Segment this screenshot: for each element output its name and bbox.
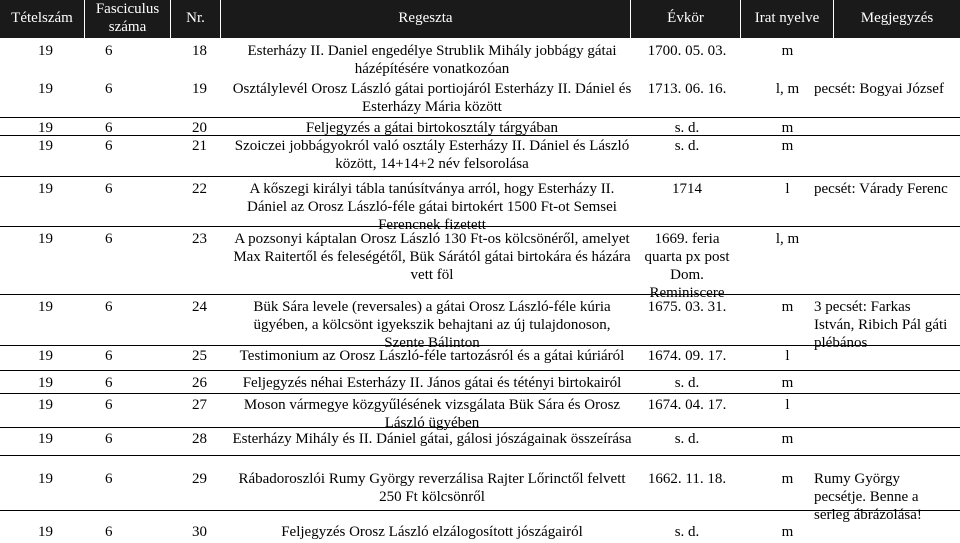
cell-evkor [632,430,742,448]
cell-fasciculus: 6 [105,181,113,197]
evkor-line: 1714 [672,181,702,197]
cell-irat-nyelve: l [785,348,790,364]
megjegyzes-line: 3 pecsét: Farkas [814,299,911,315]
cell-irat-nyelve: m [781,138,794,154]
cell-nr: 24 [192,299,207,315]
cell-irat-nyelve: l [785,397,790,413]
row-separator [0,370,960,371]
megjegyzes-line: István, Ribich Pál gáti [814,317,948,333]
cell-evkor [632,298,742,316]
regeszta-line: Bük Sára levele (reversales) a gátai Orosz László-féle kúria [253,299,611,315]
cell-regeszta [232,347,632,365]
cell-tetelszam: 19 [38,299,53,315]
cell-evkor [632,470,742,488]
cell-nr: 30 [192,524,207,540]
cell-evkor [632,396,742,414]
cell-nr: 19 [192,81,207,97]
cell-fasciculus: 6 [105,120,113,136]
regeszta-line: Dániel az Orosz László-féle gátai birtokért 1500 Ft-ot Semsei [247,199,617,215]
cell-nr: 27 [192,397,207,413]
header-tetelszam: Tételszám [0,0,85,38]
evkor-line: 1674. 04. 17. [647,397,727,413]
cell-regeszta [232,298,632,352]
cell-fasciculus: 6 [105,299,113,315]
cell-irat-nyelve: m [781,43,794,59]
evkor-line: 1700. 05. 03. [647,43,727,59]
megjegyzes-line: serleg ábrázolása! [814,507,922,523]
row-separator [0,455,960,456]
regeszta-line: Moson vármegye közgyűlésének vizsgálata Bük Sára és Orosz [243,397,621,413]
cell-nr: 18 [192,43,207,59]
header-fasciculus-line2: száma [108,19,147,35]
cell-regeszta [232,374,632,392]
header-fasciculus [85,0,171,38]
regeszta-line: Szente Bálinton [384,335,480,351]
regeszta-line: Rábadoroszlói Rumy György reverzálisa Rajter Lőrinctől felvett [238,471,626,487]
cell-evkor [632,137,742,155]
cell-megjegyzes [814,180,960,198]
cell-irat-nyelve: l [785,181,790,197]
evkor-line: 1674. 09. 17. [647,348,727,364]
cell-irat-nyelve: m [781,524,794,540]
cell-evkor [632,180,742,198]
cell-fasciculus: 6 [105,81,113,97]
header-evkor: Évkör [631,0,741,38]
cell-regeszta [232,396,632,432]
cell-fasciculus: 6 [105,348,113,364]
header-irat-nyelve: Irat nyelve [741,0,834,38]
cell-tetelszam: 19 [38,231,53,247]
regeszta-line: Feljegyzés néhai Esterházy II. János gátai és tétényi birtokairól [242,375,622,391]
regeszta-line: Max Raitertől és feleségétől, Bük Sárától gátai birtokára és házára [233,249,631,265]
regeszta-line: Esterházy Mihály és II. Dániel gátai, gálosi jószágainak összeírása [232,431,632,447]
evkor-line: s. d. [674,524,700,540]
cell-irat-nyelve: m [781,120,794,136]
cell-nr: 29 [192,471,207,487]
regeszta-line: Ferencnek fizetett [378,217,486,233]
cell-nr: 26 [192,375,207,391]
cell-irat-nyelve: l, m [775,81,800,97]
evkor-line: 1662. 11. 18. [647,471,727,487]
cell-nr: 23 [192,231,207,247]
cell-evkor [632,374,742,392]
evkor-line: s. d. [674,138,700,154]
table-header [0,0,960,38]
cell-tetelszam: 19 [38,43,53,59]
header-fasciculus-line1: Fasciculus [95,1,160,17]
regeszta-line: A kőszegi királyi tábla tanúsítványa arról, hogy Esterházy II. [249,181,615,197]
megjegyzes-line: pecsét: Várady Ferenc [814,181,948,197]
cell-tetelszam: 19 [38,397,53,413]
cell-evkor [632,80,742,98]
evkor-line: s. d. [674,431,700,447]
cell-evkor [632,523,742,541]
cell-irat-nyelve: m [781,431,794,447]
regeszta-line: Testimonium az Orosz László-féle tartozásról és a gátai kúriáról [239,348,625,364]
cell-nr: 28 [192,431,207,447]
cell-evkor [632,119,742,137]
cell-nr: 22 [192,181,207,197]
cell-nr: 25 [192,348,207,364]
cell-fasciculus: 6 [105,138,113,154]
cell-megjegyzes [814,80,960,98]
evkor-line: s. d. [674,375,700,391]
evkor-line: 1669. feria [654,231,720,247]
row-separator [0,294,960,295]
megjegyzes-line: plébános [814,335,868,351]
regeszta-line: 250 Ft kölcsönről [379,489,485,505]
cell-megjegyzes [814,298,960,352]
cell-regeszta [232,180,632,234]
cell-tetelszam: 19 [38,524,53,540]
cell-fasciculus: 6 [105,397,113,413]
regeszta-line: ügyében, a kölcsönt igyekszik behajtani az új tulajdonoson, [253,317,611,333]
cell-megjegyzes [814,470,960,524]
regeszta-line: között, 14+14+2 név felsorolása [335,156,529,172]
header-nr: Nr. [171,0,221,38]
regeszta-line: A pozsonyi káptalan Orosz László 130 Ft-os kölcsönéről, amelyet [234,231,630,247]
row-separator [0,117,960,118]
cell-tetelszam: 19 [38,471,53,487]
regeszta-line: házépítésére vonatkozóan [354,61,510,77]
megjegyzes-line: pecsétje. Benne a [814,489,919,505]
cell-regeszta [232,42,632,78]
cell-tetelszam: 19 [38,431,53,447]
cell-fasciculus: 6 [105,471,113,487]
megjegyzes-line: pecsét: Bogyai József [814,81,944,97]
cell-fasciculus: 6 [105,375,113,391]
cell-tetelszam: 19 [38,348,53,364]
evkor-line: 1675. 03. 31. [647,299,727,315]
regeszta-line: Osztálylevél Orosz László gátai portiojáról Esterházy II. Dániel és [232,81,632,97]
cell-fasciculus: 6 [105,231,113,247]
evkor-line: Dom. [670,267,704,283]
megjegyzes-line: Rumy György [814,471,900,487]
evkor-line: quarta px post [644,249,730,265]
cell-fasciculus: 6 [105,43,113,59]
regeszta-line: Esterházy Mária között [362,99,502,115]
cell-evkor [632,347,742,365]
cell-irat-nyelve: l, m [775,231,800,247]
header-regeszta: Regeszta [221,0,631,38]
cell-irat-nyelve: m [781,375,794,391]
cell-regeszta [232,119,632,137]
cell-evkor [632,42,742,60]
cell-evkor [632,230,742,302]
header-megjegyzes: Megjegyzés [860,10,934,26]
cell-regeszta [232,430,632,448]
regeszta-line: Feljegyzés Orosz László elzálogosított jószágairól [281,524,583,540]
cell-tetelszam: 19 [38,81,53,97]
cell-nr: 20 [192,120,207,136]
cell-regeszta [232,470,632,506]
regeszta-line: Feljegyzés a gátai birtokosztály tárgyában [305,120,559,136]
evkor-line: s. d. [674,120,700,136]
cell-fasciculus: 6 [105,431,113,447]
cell-regeszta [232,230,632,284]
row-separator [0,176,960,177]
evkor-line: Reminiscere [649,285,725,301]
regeszta-line: László ügyében [384,415,480,431]
cell-tetelszam: 19 [38,138,53,154]
cell-regeszta [232,137,632,173]
cell-irat-nyelve: m [781,471,794,487]
regeszta-line: Esterházy II. Daniel engedélye Strublik Mihály jobbágy gátai [247,43,617,59]
evkor-line: 1713. 06. 16. [647,81,727,97]
regeszta-line: Szoiczei jobbágyokról való osztály Esterházy II. Dániel és László [234,138,630,154]
cell-tetelszam: 19 [38,181,53,197]
cell-irat-nyelve: m [781,299,794,315]
regeszta-line: vett föl [410,267,454,283]
cell-regeszta [232,80,632,116]
cell-fasciculus: 6 [105,524,113,540]
cell-tetelszam: 19 [38,375,53,391]
cell-nr: 21 [192,138,207,154]
row-separator [0,393,960,394]
cell-tetelszam: 19 [38,120,53,136]
cell-regeszta [232,523,632,541]
